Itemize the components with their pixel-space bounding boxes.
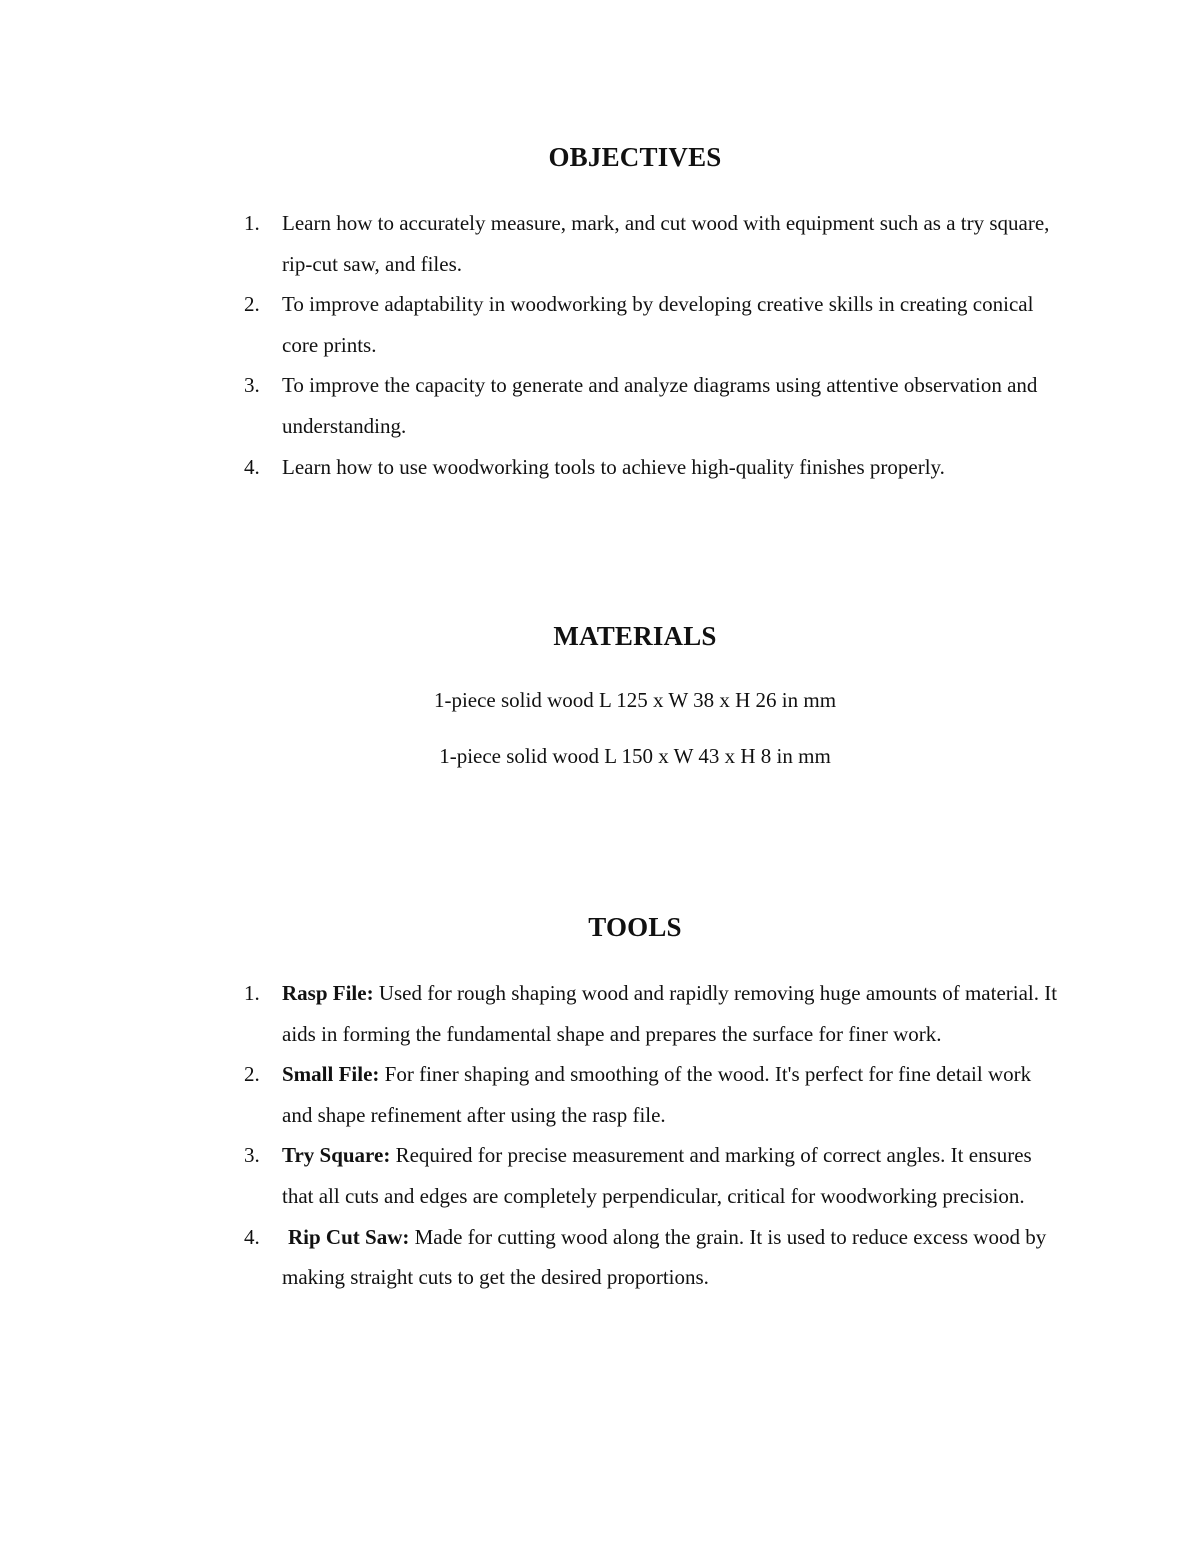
tool-item <box>244 1217 1064 1298</box>
tool-description: Required for precise measurement and marking of correct angles. It ensures that all cuts and edges are completely perpendicular, critical for woodworking precision. <box>282 1143 1032 1208</box>
list-number: 3. <box>244 1143 260 1168</box>
materials-heading: MATERIALS <box>553 621 717 651</box>
objective-item <box>244 365 1064 446</box>
list-number: 1. <box>244 981 260 1005</box>
tool-description: Used for rough shaping wood and rapidly removing huge amounts of material. It aids in forming the fundamental shape and prepares the surface for finer work. <box>282 981 1058 1046</box>
tool-item <box>244 1054 1064 1135</box>
tool-name: Small File: <box>282 1062 380 1087</box>
tool-name: Rasp File: <box>282 981 374 1005</box>
list-number: 4. <box>244 1224 260 1249</box>
list-number: 1. <box>244 211 260 235</box>
objective-text: To improve the capacity to generate and analyze diagrams using attentive observation and understanding. <box>282 373 1038 438</box>
objectives-list <box>244 203 1064 487</box>
tools-list <box>244 973 1064 1298</box>
tool-item <box>244 1135 1064 1216</box>
objective-item <box>244 447 1064 488</box>
tool-item <box>244 973 1064 1054</box>
tool-name: Rip Cut Saw: <box>288 1224 410 1249</box>
material-item: 1-piece solid wood L 125 x W 38 x H 26 in mm <box>433 688 837 712</box>
objective-text: Learn how to use woodworking tools to achieve high-quality finishes properly. <box>282 454 945 479</box>
objectives-heading: OBJECTIVES <box>548 142 722 172</box>
material-item: 1-piece solid wood L 150 x W 43 x H 8 in mm <box>439 744 831 768</box>
tools-heading: TOOLS <box>588 912 682 942</box>
tool-description: Made for cutting wood along the grain. It is used to reduce excess wood by making straight cuts to get the desired proportions. <box>282 1224 1047 1290</box>
list-number: 2. <box>244 292 260 317</box>
objective-item <box>244 203 1064 284</box>
objective-text: To improve adaptability in woodworking by developing creative skills in creating conical core prints. <box>282 292 1034 357</box>
list-number: 2. <box>244 1062 260 1087</box>
list-number: 4. <box>244 454 260 479</box>
list-number: 3. <box>244 373 260 398</box>
objective-text: Learn how to accurately measure, mark, and cut wood with equipment such as a try square, rip-cut saw, and files. <box>282 211 1050 276</box>
objective-item <box>244 284 1064 365</box>
tool-name: Try Square: <box>282 1143 391 1168</box>
tool-description: For finer shaping and smoothing of the wood. It's perfect for fine detail work and shape refinement after using the rasp file. <box>282 1062 1032 1127</box>
